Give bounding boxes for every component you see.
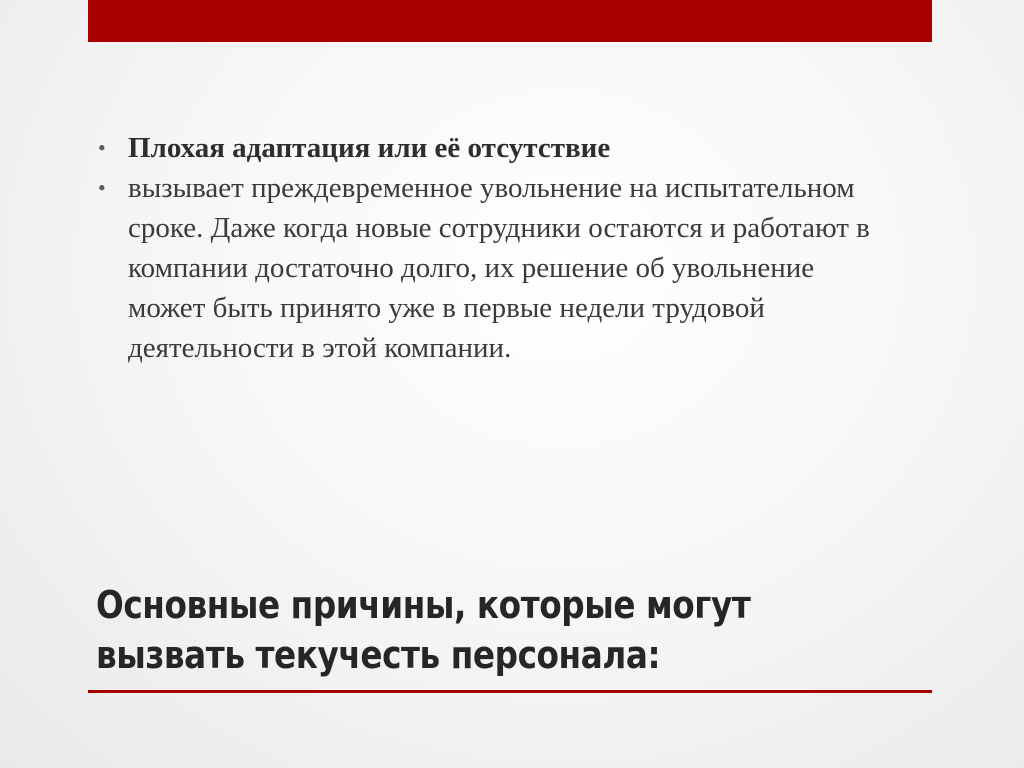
bullet-text-2: вызывает преждевременное увольнение на испытательном сроке. Даже когда новые сотрудники остаются и работают в компании достаточно долго, их решение об увольнение может быть принято уже в первые недели трудовой деятельности в этой компании. [128, 172, 870, 364]
bullet-dot-icon: • [98, 175, 106, 200]
title-underline [88, 690, 932, 693]
bullet-item-2 [98, 168, 898, 368]
bullet-item-1 [98, 128, 898, 168]
top-accent-bar [88, 0, 932, 42]
bullet-text-1: Плохая адаптация или её отсутствие [128, 132, 611, 164]
bullet-list [98, 128, 898, 368]
slide-title: Основные причины, которые могут вызвать текучесть персонала: [96, 583, 751, 677]
bullet-dot-icon: • [98, 135, 106, 160]
